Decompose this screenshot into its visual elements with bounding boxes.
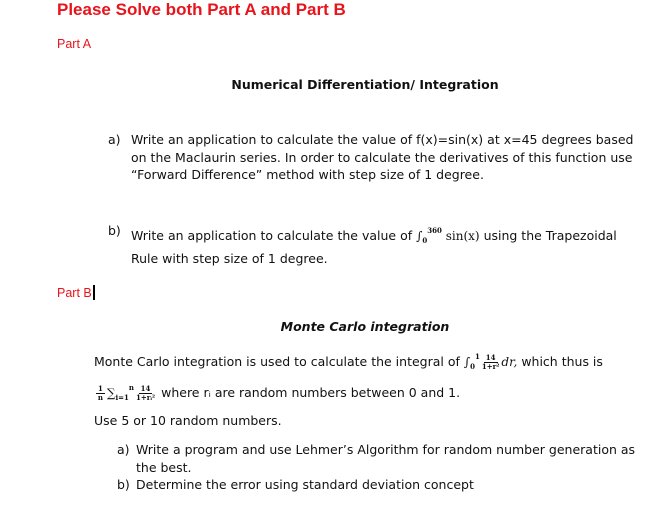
frac-num: 14 — [485, 353, 496, 362]
sum-upper: n — [128, 382, 134, 392]
integral-formula: $\int_0^1$ $\frac{14}{\text{1+r²}}$ dr, — [463, 352, 518, 371]
part-b-item-a-marker: a) — [117, 442, 130, 457]
int-upper: 360 — [427, 226, 442, 235]
text-line: Write an application to calculate the value of f(x)=sin(x) at x=45 degrees based — [131, 132, 634, 147]
part-a-item-a — [131, 131, 633, 184]
coef-den: n — [97, 392, 103, 402]
text: Write an application to calculate the value of — [131, 228, 413, 243]
part-b-item-b: Determine the error using standard deviation concept — [136, 477, 474, 492]
text: Monte Carlo integration is used to calculate the integral of — [94, 354, 460, 369]
part-b-text: Part B — [57, 286, 92, 300]
page-title: Please Solve both Part A and Part B — [57, 0, 346, 19]
part-b-item-a — [136, 441, 635, 476]
sum-lower: i=1 — [115, 392, 129, 402]
part-b-paragraph — [94, 348, 603, 406]
sum-formula: $\frac{1}{n}$ $\sum_{i=1}^n$ $\frac{14}{\text{1+rᵢ²}}$ — [97, 382, 156, 402]
part-b-label — [57, 285, 95, 300]
part-b-item-b-marker: b) — [117, 477, 130, 492]
text-line: on the Maclaurin series. In order to calculate the derivatives of this function use — [131, 149, 633, 165]
coef-num: 1 — [98, 383, 103, 393]
text: which thus is — [521, 354, 603, 369]
part-b-heading: Monte Carlo integration — [280, 319, 450, 334]
int-lower: 0 — [422, 236, 428, 245]
text: using the Trapezoidal — [483, 228, 617, 243]
text-cursor — [93, 285, 95, 300]
text-line: Write a program and use Lehmer’s Algorithm for random number generation as — [136, 442, 636, 457]
text: where rᵢ are random numbers between 0 and 1. — [161, 384, 461, 400]
text-line: Rule with step size of 1 degree. — [131, 250, 328, 266]
frac-num: 14 — [140, 383, 151, 393]
part-a-item-a-marker: a) — [108, 132, 121, 147]
int-upper: 1 — [475, 352, 480, 361]
text-line: the best. — [136, 459, 192, 475]
frac-den: 1+r² — [481, 362, 500, 371]
int-lower: 0 — [470, 362, 476, 371]
text-line: “Forward Difference” method with step size of 1 degree. — [131, 167, 484, 182]
part-a-item-b-marker: b) — [108, 223, 121, 238]
part-a-item-b — [131, 222, 617, 267]
frac-den: 1+rᵢ² — [135, 392, 156, 402]
dr: dr, — [501, 355, 518, 369]
integral-formula: $\int_0^{360}$ sin(x) — [416, 226, 480, 245]
part-a-label: Part A — [57, 37, 92, 51]
use-line: Use 5 or 10 random numbers. — [94, 413, 282, 428]
integrand: sin(x) — [445, 229, 480, 243]
part-a-heading: Numerical Differentiation/ Integration — [231, 77, 499, 92]
